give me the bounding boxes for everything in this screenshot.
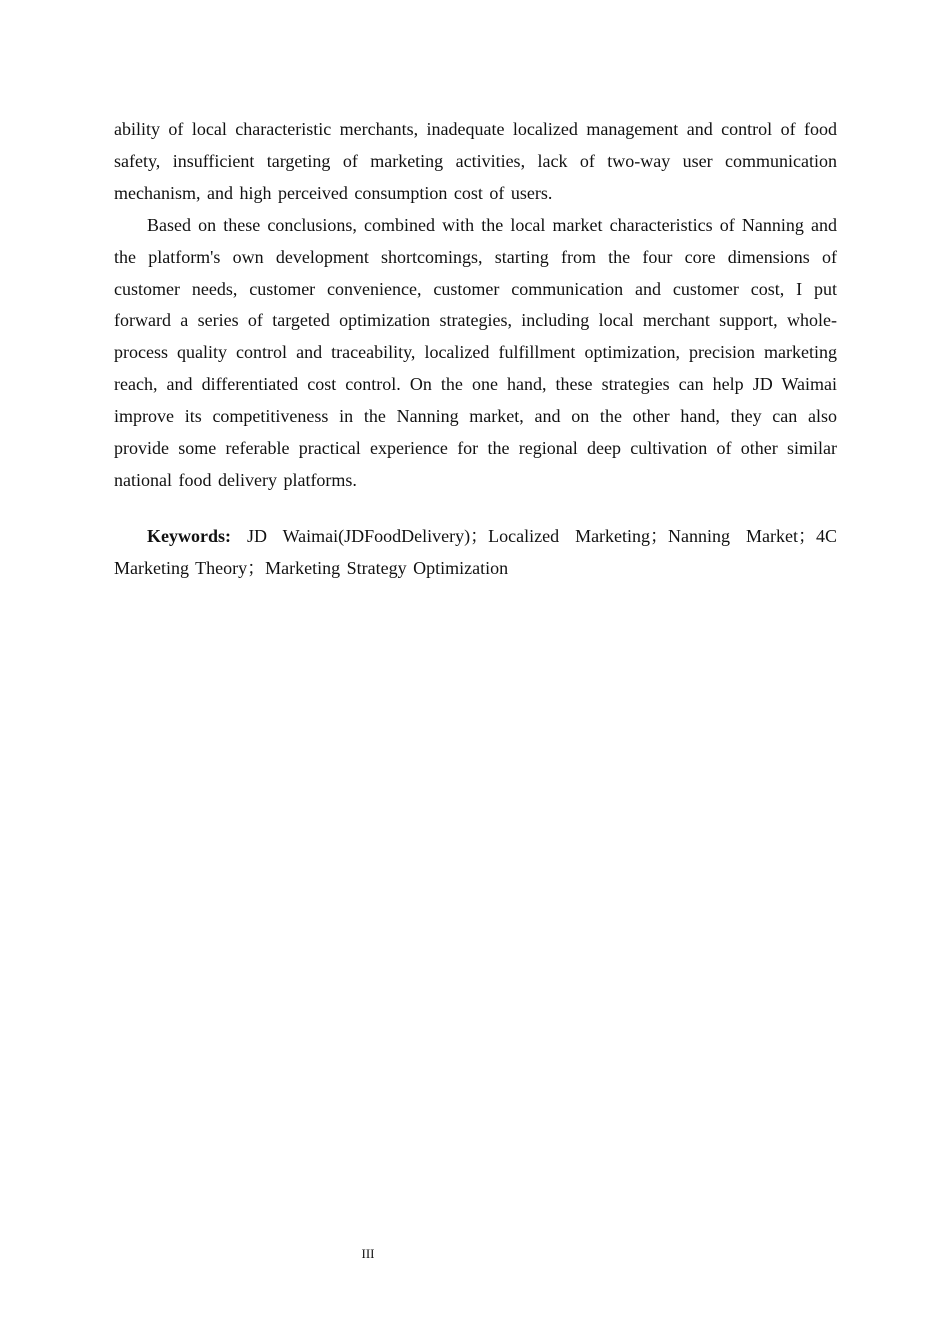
paragraph-continuation: ability of local characteristic merchants, inadequate localized management and control of food safety, insufficient targeting of marketing activities, lack of two-way user communication mechanism, and high perceived consumption cost of users. (114, 119, 837, 203)
keywords-text: JD Waimai(JDFoodDelivery)；Localized Marketing；Nanning Market；4C Marketing Theory；Marketing Strategy Optimization (114, 525, 837, 578)
page-number: III (361, 1246, 375, 1261)
keywords-label: Keywords: (147, 525, 231, 546)
paragraph-conclusions: Based on these conclusions, combined with the local market characteristics of Nanning and the platform's own development shortcomings, starting from the four core dimensions of customer needs, customer convenience, customer communication and customer cost, I put forward a series of targeted optimization strategies, including local merchant support, whole-process quality control and traceability, localized fulfillment optimization, precision marketing reach, and differentiated cost control. On the one hand, these strategies can help JD Waimai improve its competitiveness in the Nanning market, and on the other hand, they can also provide some referable practical experience for the regional deep cultivation of other similar national food delivery platforms. (114, 214, 837, 490)
body-text (114, 114, 837, 585)
keywords-line (114, 521, 837, 585)
